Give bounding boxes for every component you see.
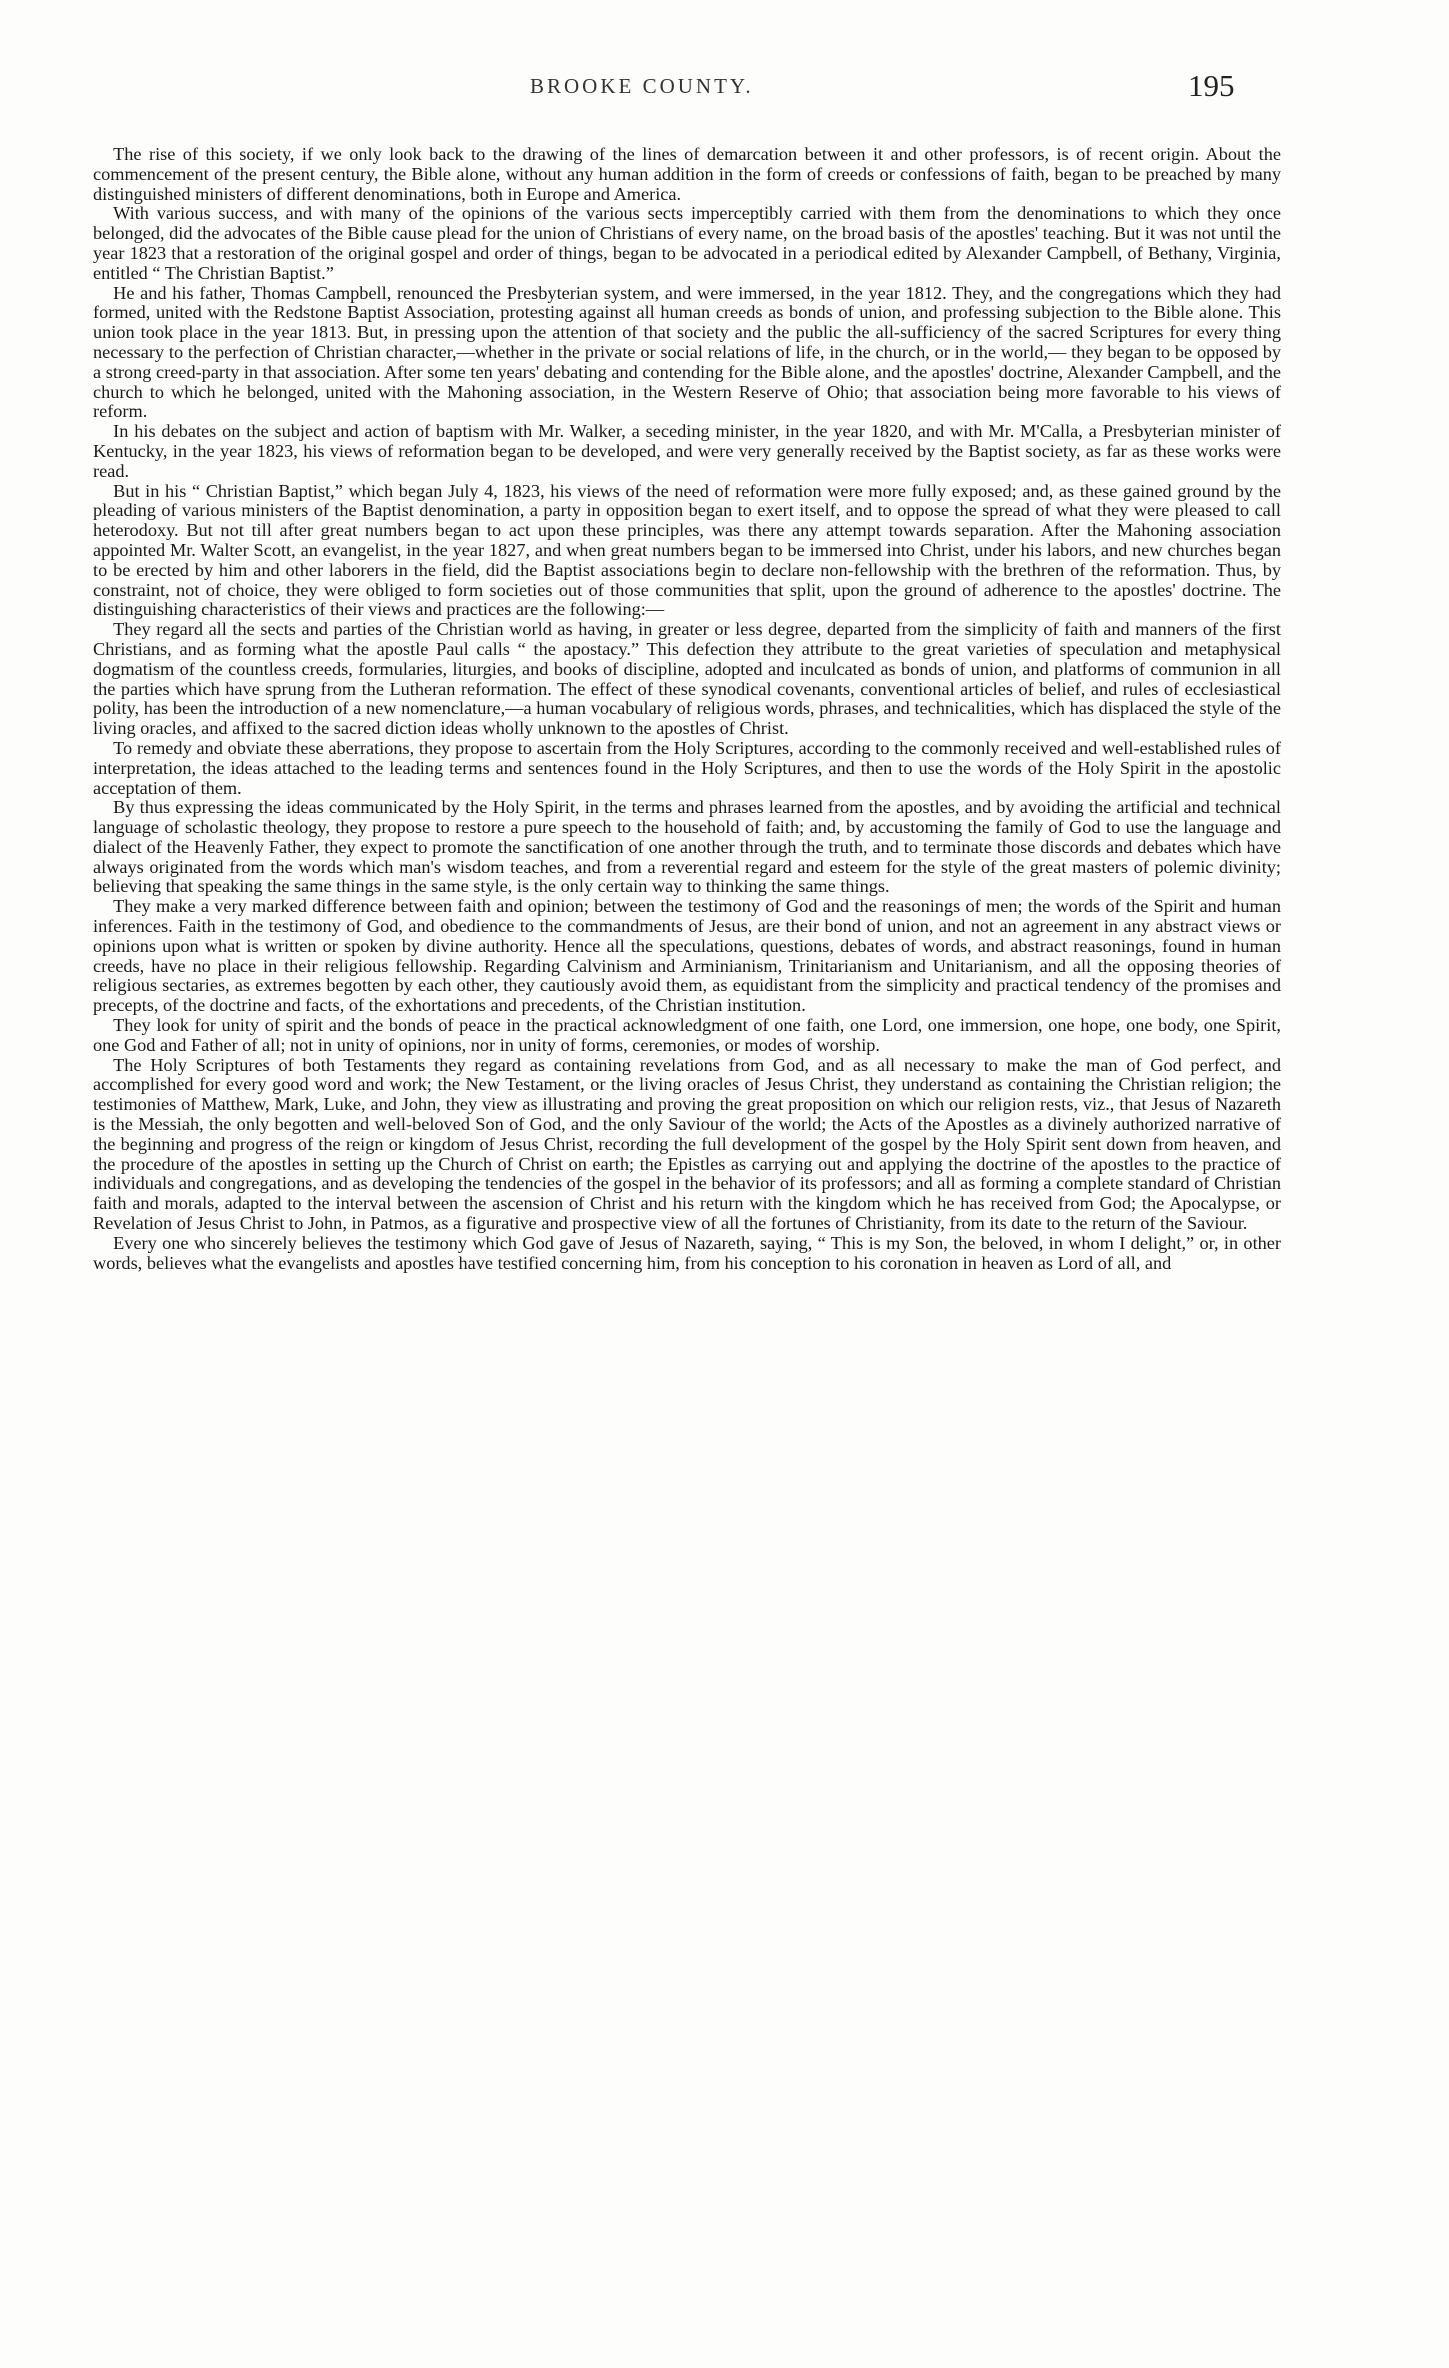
paragraph: With various success, and with many of the opinions of the various sects imperceptibly carried with them from the denominations to which they once belonged, did the advocates of the Bible cause plead for the union of Christians of every name, on the broad basis of the apostles' teaching. But it was not until the year 1823 that a restoration of the original gospel and order of things, began to be advocated in a periodical edited by Alexander Campbell, of Bethany, Virginia, entitled “ The Christian Baptist.”	[93, 203, 1281, 283]
paragraph: The Holy Scriptures of both Testaments they regard as containing revelations from God, and as all necessary to make the man of God perfect, and accomplished for every good word and work; the New Testament, or the living oracles of Jesus Christ, they understand as containing the Christian religion; the testimonies of Matthew, Mark, Luke, and John, they view as illustrating and proving the great proposition on which our religion rests, viz., that Jesus of Nazareth is the Messiah, the only begotten and well-beloved Son of God, and the only Saviour of the world; the Acts of the Apostles as a divinely authorized narrative of the beginning and progress of the reign or kingdom of Jesus Christ, recording the full development of the gospel by the Holy Spirit sent down from heaven, and the procedure of the apostles in setting up the Church of Christ on earth; the Epistles as carrying out and applying the doctrine of the apostles to the practice of individuals and congregations, and as developing the tendencies of the gospel in the behavior of its professors; and all as forming a complete standard of Christian faith and morals, adapted to the interval between the ascension of Christ and his return with the kingdom which he has received from God; the Apocalypse, or Revelation of Jesus Christ to John, in Patmos, as a figurative and prospective view of all the fortunes of Christianity, from its date to the return of the Saviour.	[93, 1054, 1281, 1234]
paragraph: Every one who sincerely believes the testimony which God gave of Jesus of Nazareth, saying, “ This is my Son, the beloved, in whom I delight,” or, in other words, believes what the evangelists and apostles have testified concerning him, from his conception to his coronation in heaven as Lord of all, and	[93, 1232, 1281, 1273]
running-head	[0, 68, 1449, 108]
paragraph: In his debates on the subject and action of baptism with Mr. Walker, a seceding minister, in the year 1820, and with Mr. M'Calla, a Presbyterian minister of Kentucky, in the year 1823, his views of reformation began to be developed, and were very generally received by the Baptist society, as far as these works were read.	[93, 421, 1281, 481]
paragraph: The rise of this society, if we only look back to the drawing of the lines of demarcation between it and other professors, is of recent origin. About the commencement of the present century, the Bible alone, without any human addition in the form of creeds or confessions of faith, began to be preached by many distinguished ministers of different denominations, both in Europe and America.	[93, 145, 1281, 204]
paragraph: They look for unity of spirit and the bonds of peace in the practical acknowledgment of one faith, one Lord, one immersion, one hope, one body, one Spirit, one God and Father of all; not in unity of opinions, nor in unity of forms, ceremonies, or modes of worship.	[93, 1015, 1281, 1055]
paragraph: By thus expressing the ideas communicated by the Holy Spirit, in the terms and phrases learned from the apostles, and by avoiding the artificial and technical language of scholastic theology, they propose to restore a pure speech to the household of faith; and, by accustoming the family of God to use the language and dialect of the Heavenly Father, they expect to promote the sanctification of one another through the truth, and to terminate those discords and debates which have always originated from the words which man's wisdom teaches, and from a reverential regard and esteem for the style of the great masters of polemic divinity; believing that speaking the same things in the same style, is the only certain way to thinking the same things.	[93, 797, 1281, 897]
page-number: 195	[1188, 68, 1235, 103]
paragraph: To remedy and obviate these aberrations, they propose to ascertain from the Holy Scriptures, according to the commonly received and well-established rules of interpretation, the ideas attached to the leading terms and sentences found in the Holy Scriptures, and then to use the words of the Holy Spirit in the apostolic acceptation of them.	[93, 737, 1281, 798]
paragraph: But in his “ Christian Baptist,” which began July 4, 1823, his views of the need of reformation were more fully exposed; and, as these gained ground by the pleading of various ministers of the Baptist denomination, a party in opposition began to exert itself, and to oppose the spread of what they were pleased to call heterodoxy. But not till after great numbers began to act upon these principles, was there any attempt towards separation. After the Mahoning association appointed Mr. Walter Scott, an evangelist, in the year 1827, and when great numbers began to be immersed into Christ, under his labors, and new churches began to be erected by him and other laborers in the field, did the Baptist associations begin to declare non-fellowship with the brethren of the reformation. Thus, by constraint, not of choice, they were obliged to form societies out of those communities that split, upon the ground of adherence to the apostles' doctrine. The distinguishing characteristics of their views and practices are the following:—	[93, 480, 1281, 620]
paragraph: They regard all the sects and parties of the Christian world as having, in greater or less degree, departed from the simplicity of faith and manners of the first Christians, and as forming what the apostle Paul calls “ the apostacy.” This defection they attribute to the great varieties of speculation and metaphysical dogmatism of the countless creeds, formularies, liturgies, and books of discipline, adopted and inculcated as bonds of union, and platforms of communion in all the parties which have sprung from the Lutheran reformation. The effect of these synodical covenants, conventional articles of belief, and rules of ecclesiastical polity, has been the introduction of a new nomenclature,—a human vocabulary of religious words, phrases, and technicalities, which has displaced the style of the living oracles, and affixed to the sacred diction ideas wholly unknown to the apostles of Christ.	[93, 619, 1281, 739]
paragraph: They make a very marked difference between faith and opinion; between the testimony of God and the reasonings of men; the words of the Spirit and human inferences. Faith in the testimony of God, and obedience to the commandments of Jesus, are their bond of union, and not an agreement in any abstract views or opinions upon what is written or spoken by divine authority. Hence all the speculations, questions, debates of words, and abstract reasonings, found in human creeds, have no place in their religious fellowship. Regarding Calvinism and Arminianism, Trinitarianism and Unitarianism, and all the opposing theories of religious sectaries, as extremes begotten by each other, they cautiously avoid them, as equidistant from the simplicity and practical tendency of the promises and precepts, of the doctrine and facts, of the exhortations and precedents, of the Christian institution.	[93, 896, 1281, 1016]
running-head-title: BROOKE COUNTY.	[530, 74, 754, 98]
body-text	[93, 145, 1281, 2355]
paragraph: He and his father, Thomas Campbell, renounced the Presbyterian system, and were immersed, in the year 1812. They, and the congregations which they had formed, united with the Redstone Baptist Association, protesting against all human creeds as bonds of union, and professing subjection to the Bible alone. This union took place in the year 1813. But, in pressing upon the attention of that society and the public the all-sufficiency of the sacred Scriptures for every thing necessary to the perfection of Christian character,—whether in the private or social relations of life, in the church, or in the world,— they began to be opposed by a strong creed-party in that association. After some ten years' debating and contending for the Bible alone, and the apostles' doctrine, Alexander Campbell, and the church to which he belonged, united with the Mahoning association, in the Western Reserve of Ohio; that association being more favorable to his views of reform.	[93, 282, 1281, 422]
